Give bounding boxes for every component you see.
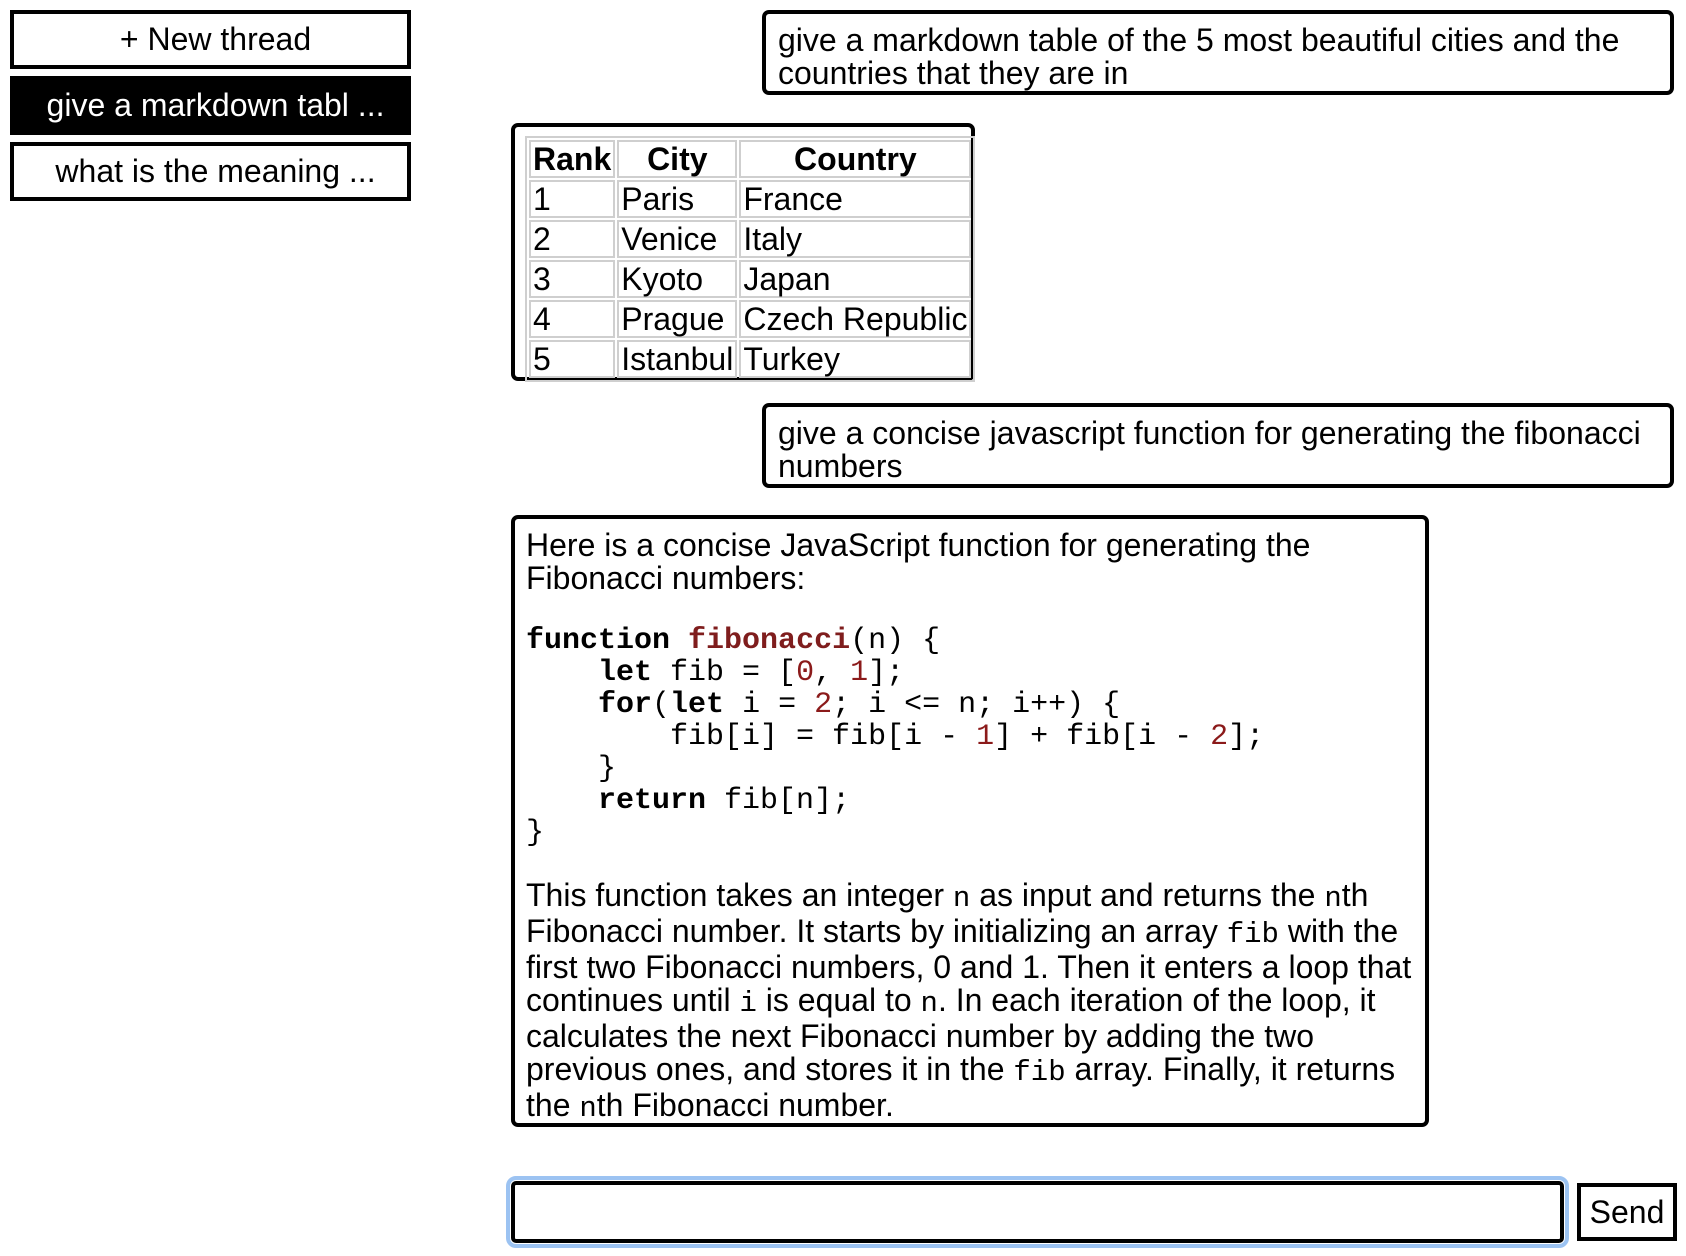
response-intro: Here is a concise JavaScript function for generating the Fibonacci numbers: — [526, 527, 1311, 596]
column-header: Rank — [529, 140, 615, 178]
table-row — [529, 300, 971, 338]
user-message — [762, 10, 1674, 95]
new-thread-button[interactable]: + New thread — [10, 10, 411, 69]
user-message — [762, 403, 1674, 488]
column-header: Country — [739, 140, 971, 178]
table-cell: 3 — [529, 260, 615, 298]
table-cell: Czech Republic — [739, 300, 971, 338]
user-message-text: give a markdown table of the 5 most beautiful cities and the countries that they are in — [778, 22, 1620, 91]
thread-item[interactable]: what is the meaning ... — [10, 142, 411, 201]
assistant-message — [511, 123, 975, 381]
table-cell: 2 — [529, 220, 615, 258]
table-cell: 4 — [529, 300, 615, 338]
code-block: function fibonacci(n) { let fib = [0, 1]; for(let i = 2; i <= n; i++) { fib[i] = fib[i - 1] + fib[i - 2]; } return fib[n]; } — [526, 624, 1265, 850]
table-cell: Paris — [617, 180, 737, 218]
message-input[interactable] — [511, 1181, 1564, 1243]
table-row — [529, 260, 971, 298]
table-cell: Japan — [739, 260, 971, 298]
table-cell: Prague — [617, 300, 737, 338]
response-explanation: This function takes an integer n as input and returns the nth Fibonacci number. It starts by initializing an array fib with the first two Fibonacci numbers, 0 and 1. Then it enters a loop that continues until i is equal to n. In each iteration of the loop, it calculates the next Fibonacci number by adding the two previous ones, and stores it in the fib array. Finally, it returns the nth Fibonacci number. — [526, 877, 1412, 1125]
table-row — [529, 340, 971, 378]
table-cell: Italy — [739, 220, 971, 258]
table-cell: Turkey — [739, 340, 971, 378]
table-cell: Kyoto — [617, 260, 737, 298]
send-button[interactable]: Send — [1577, 1183, 1677, 1241]
thread-item[interactable]: give a markdown tabl ... — [10, 76, 411, 135]
cities-table — [525, 136, 975, 382]
table-header-row — [529, 140, 971, 178]
table-cell: 1 — [529, 180, 615, 218]
user-message-text: give a concise javascript function for generating the fibonacci numbers — [778, 415, 1641, 484]
table-cell: Venice — [617, 220, 737, 258]
table-row — [529, 220, 971, 258]
table-cell: France — [739, 180, 971, 218]
assistant-message — [511, 515, 1429, 1127]
column-header: City — [617, 140, 737, 178]
table-cell: 5 — [529, 340, 615, 378]
table-row — [529, 180, 971, 218]
table-cell: Istanbul — [617, 340, 737, 378]
